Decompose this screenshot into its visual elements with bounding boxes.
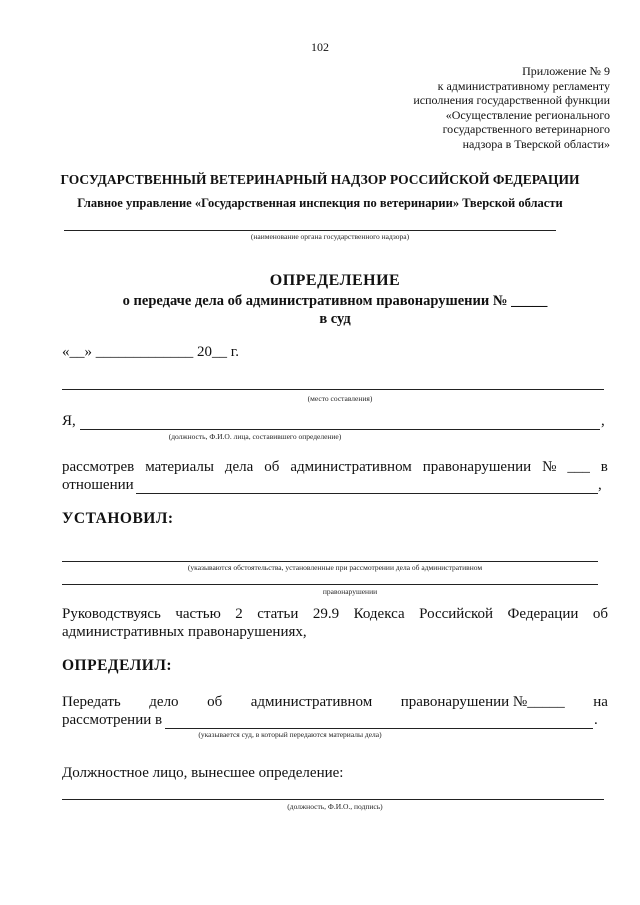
guided-line-2: административных правонарушениях, [62,624,307,640]
determined-label: рассмотрении в [62,712,163,728]
document-subtitle: о передаче дела об административном правонарушении № _____ [122,293,548,309]
word: материалы [145,459,214,475]
department-caption: (наименование органа государственного надзора) [250,232,410,241]
established-line-2 [62,584,598,585]
word: Передать [62,694,121,710]
word: 2 [235,606,243,622]
word: № [542,459,557,475]
word: дело [149,694,179,710]
document-subtitle-court: в суд [319,311,351,327]
word: дела [224,459,254,475]
official-label: Должностное лицо, вынесшее определение: [62,765,344,781]
place-caption: (место составления) [307,394,373,403]
determined-line [62,694,608,711]
word: статьи [257,606,299,622]
document-title: ОПРЕДЕЛЕНИЕ [269,272,401,289]
considered-line-blank [136,493,598,494]
determined-heading: ОПРЕДЕЛИЛ: [62,657,173,674]
official-line [62,799,604,800]
word: ___ [567,459,590,475]
established-heading: УСТАНОВИЛ: [62,510,174,527]
word: Федерации [507,606,579,622]
ya-label: Я, [62,413,76,429]
appendix-line: государственного ветеринарного [442,122,610,136]
official-caption: (должность, Ф.И.О., подпись) [287,802,383,811]
word: об [207,694,223,710]
established-caption-2: правонарушении [322,587,378,596]
word: правонарушении [422,459,532,475]
established-caption-1: (указываются обстоятельства, установленные при рассмотрении дела об административном [187,563,483,572]
word: об [264,459,280,475]
word: 29.9 [312,606,340,622]
determined-period: . [594,712,598,728]
appendix-line: «Осуществление регионального [445,107,610,122]
word: Российской [419,606,494,622]
place-line [62,389,604,390]
word: административном [290,459,412,475]
word: в [600,459,608,475]
appendix-block [413,64,610,151]
appendix-line: Приложение № 9 [522,64,610,78]
ya-line [80,429,600,430]
word: на [593,694,608,710]
considered-label: отношении [62,477,134,493]
considered-comma: , [598,477,602,493]
determined-caption: (указывается суд, в который передаются материалы дела) [198,730,382,739]
word: Кодекса [353,606,405,622]
determined-court-line [165,728,593,729]
ya-caption: (должность, Ф.И.О. лица, составившего определение) [168,432,342,441]
guided-line [62,606,608,623]
ya-comma: , [601,413,605,429]
word: частью [175,606,221,622]
appendix-line: надзора в Тверской области» [462,136,610,151]
word: об [592,606,608,622]
appendix-line: исполнения государственной функции [413,93,610,107]
word: рассмотрев [62,459,135,475]
word: административном [250,694,373,710]
considered-line [62,459,608,476]
page-number: 102 [311,40,329,54]
department-line [64,230,556,231]
word: правонарушении №_____ [400,694,565,710]
established-line-1 [62,561,598,562]
department-name: Главное управление «Государственная инспекция по ветеринарии» Тверской области [77,196,563,210]
appendix-line: к административному регламенту [437,78,610,93]
date-line: «__» _____________ 20__ г. [62,344,239,360]
agency-title: ГОСУДАРСТВЕННЫЙ ВЕТЕРИНАРНЫЙ НАДЗОР РОССИЙСКОЙ ФЕДЕРАЦИИ [60,172,580,187]
word: Руководствуясь [62,606,161,622]
